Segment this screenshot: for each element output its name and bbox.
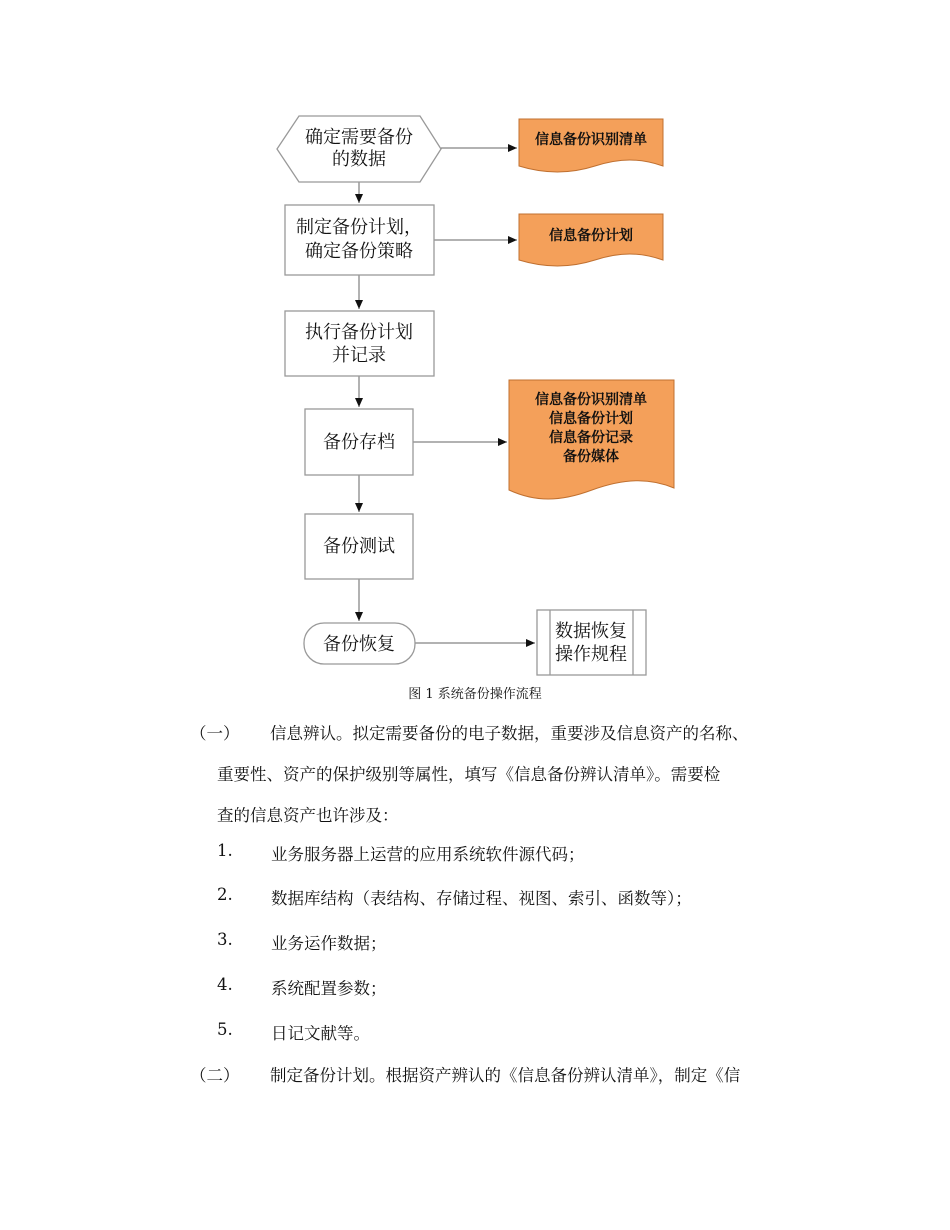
- step-label-line2: 确定备份策略: [305, 241, 413, 262]
- process-box: [285, 311, 434, 376]
- step-label: 备份恢复: [323, 634, 395, 655]
- doc-backup-plan: [519, 214, 663, 266]
- doc-label-line4: 备份媒体: [563, 449, 619, 465]
- doc-label-line2: 操作规程: [555, 644, 627, 665]
- doc-label: 信息备份识别清单: [535, 132, 647, 148]
- paragraph-line: 重要性、资产的保护级别等属性，填写《信息备份辨认清单》。需要检: [217, 765, 721, 784]
- paragraph-line: 制定备份计划。根据资产辨认的《信息备份辨认清单》，制定《信: [270, 1066, 741, 1085]
- figure-caption: 图 1 系统备份操作流程: [408, 687, 542, 702]
- step-test: [305, 514, 413, 579]
- predefined-process-box: [537, 610, 646, 675]
- section-marker: （二）: [190, 1066, 240, 1085]
- item-number: 4.: [217, 975, 233, 994]
- step-make-plan: [285, 205, 434, 275]
- paragraph-line: 信息辨认。拟定需要备份的电子数据，重要涉及信息资产的名称、: [270, 724, 749, 743]
- doc-label-line3: 信息备份记录: [549, 430, 633, 446]
- item-text: 日记文献等。: [271, 1024, 370, 1043]
- step-label: 备份测试: [323, 536, 395, 557]
- step-label-line1: 执行备份计划: [305, 322, 413, 343]
- item-text: 系统配置参数；: [271, 979, 387, 998]
- item-number: 2.: [217, 885, 233, 904]
- item-number: 5.: [217, 1020, 233, 1039]
- doc-identification-list: [519, 119, 663, 172]
- item-number: 3.: [217, 930, 233, 949]
- step-archive: [305, 409, 413, 475]
- doc-archive-set: [509, 380, 674, 499]
- step-identify-data: [277, 116, 441, 182]
- step-label-line1: 制定备份计划，: [296, 217, 422, 238]
- step-label: 备份存档: [323, 432, 395, 453]
- doc-label-line2: 信息备份计划: [549, 411, 633, 427]
- item-text: 业务服务器上运营的应用系统软件源代码；: [271, 845, 585, 864]
- doc-restore-procedure: [537, 610, 646, 675]
- step-label-line2: 并记录: [332, 345, 386, 366]
- item-number: 1.: [217, 841, 233, 860]
- doc-label-line1: 数据恢复: [555, 621, 627, 642]
- process-box: [285, 205, 434, 275]
- paragraph-line: 查的信息资产也许涉及：: [217, 806, 399, 825]
- doc-label-line1: 信息备份识别清单: [535, 392, 647, 408]
- doc-label: 信息备份计划: [549, 228, 633, 244]
- item-text: 数据库结构（表结构、存储过程、视图、索引、函数等）；: [271, 889, 692, 908]
- step-label-line1: 确定需要备份: [305, 127, 413, 148]
- section-one: [190, 720, 830, 825]
- step-restore: [304, 623, 415, 664]
- section-two: [190, 1062, 830, 1092]
- item-text: 业务运作数据；: [271, 934, 387, 953]
- section-marker: （一）: [190, 724, 240, 743]
- step-execute-plan: [285, 311, 434, 376]
- step-label-line2: 的数据: [332, 149, 386, 170]
